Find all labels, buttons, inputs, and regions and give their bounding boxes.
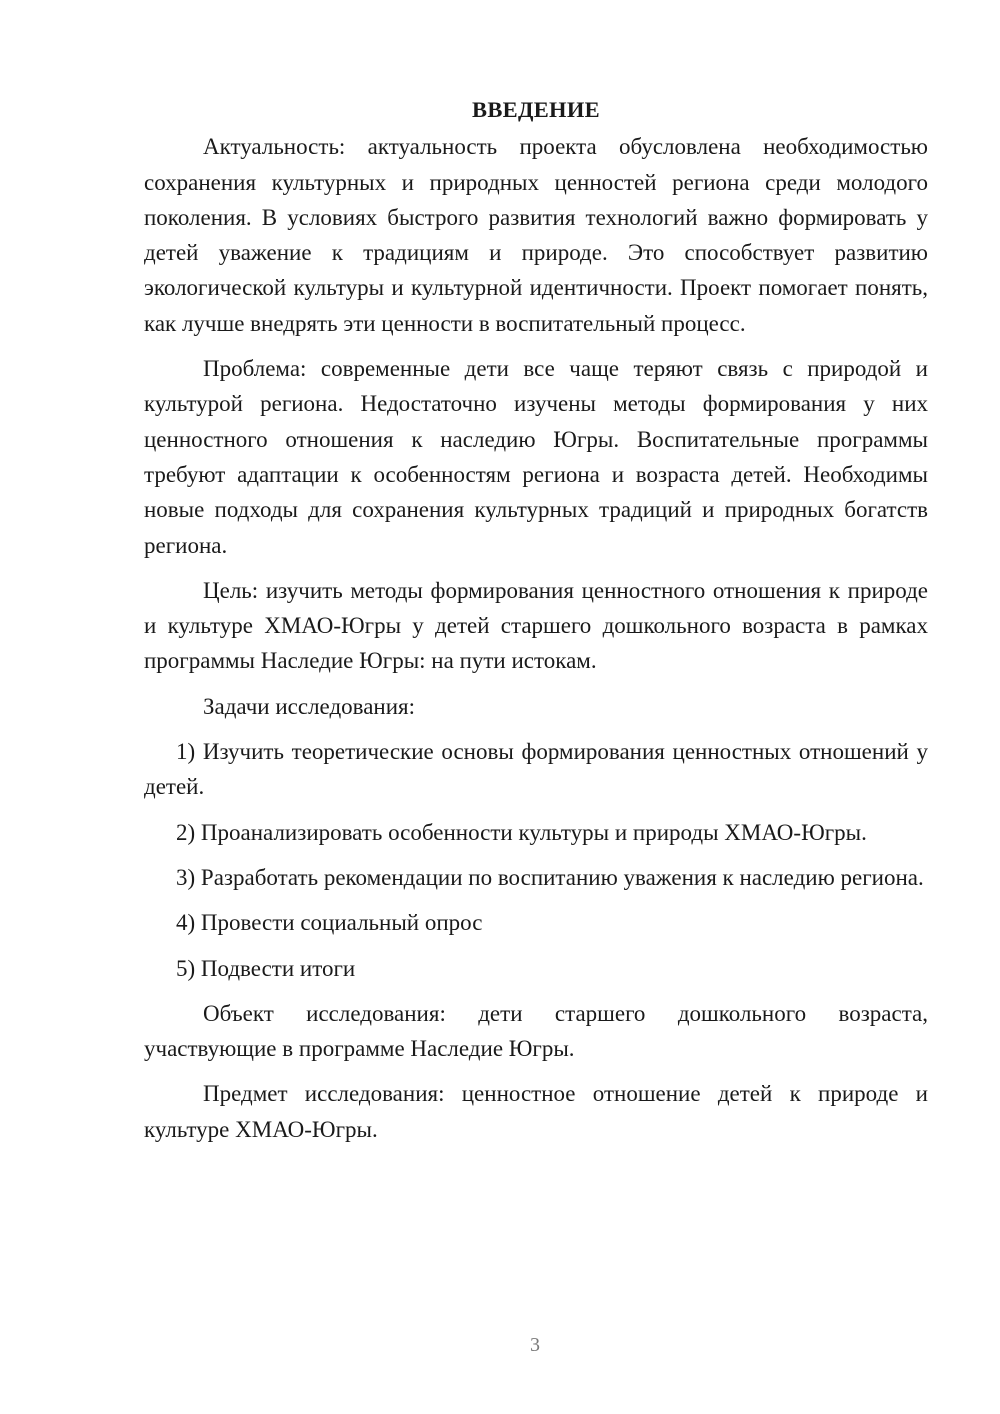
tasks-heading: Задачи исследования: [203,693,416,719]
paragraph-subject: Предмет исследования: ценностное отношение детей к природе и культуре ХМАО-Югры. [144,1081,928,1142]
task-item: 2) Проанализировать особенности культуры и природы ХМАО-Югры. [176,819,867,845]
task-item: 4) Провести социальный опрос [176,910,483,936]
task-item: 1) Изучить теоретические основы формирования ценностных отношений у детей. [144,739,928,800]
task-item: 3) Разработать рекомендации по воспитанию уважения к наследию региона. [176,864,924,890]
page-content [144,92,928,1157]
paragraph-problem: Проблема: современные дети все чаще теряют связь с природой и культурой региона. Недостаточно изучены методы формирования у них ценностного отношения к наследию Югры. Воспитательные программы требуют адаптации к особенностям региона и возраста детей. Необходимы новые подходы для сохранения культурных традиций и природных богатств региона. [144,356,928,558]
section-title: ВВЕДЕНИЕ [472,97,600,122]
task-item: 5) Подвести итоги [176,955,356,981]
page-number: 3 [530,1334,540,1356]
paragraph-goal: Цель: изучить методы формирования ценностного отношения к природе и культуре ХМАО-Югры у детей старшего дошкольного возраста в рамках программы Наследие Югры: на пути истокам. [144,577,928,674]
paragraph-relevance: Актуальность: актуальность проекта обусловлена необходимостью сохранения культурных и природных ценностей региона среди молодого поколения. В условиях быстрого развития технологий важно формировать у детей уважение к традициям и природе. Это способствует развитию экологической культуры и культурной идентичности. Проект помогает понять, как лучше внедрять эти ценности в воспитательный процесс. [144,134,928,336]
paragraph-object: Объект исследования: дети старшего дошкольного возраста, участвующие в программе Наследие Югры. [144,1000,928,1062]
